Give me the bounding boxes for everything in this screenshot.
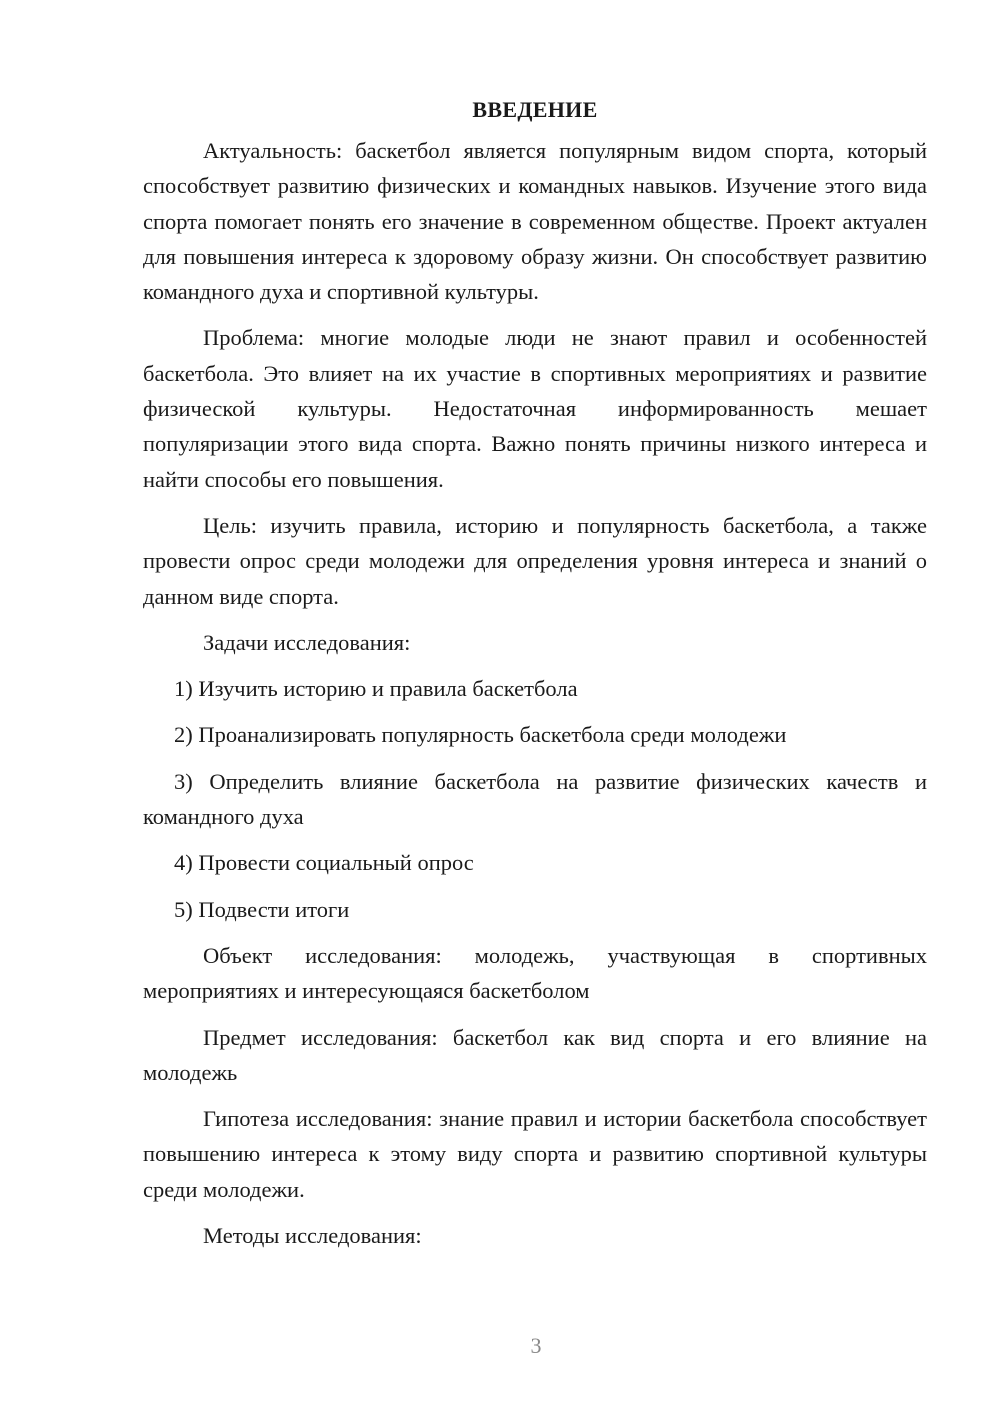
paragraph-tasks-heading: Задачи исследования: bbox=[203, 629, 411, 655]
paragraph-object: Объект исследования: молодежь, участвующая в спортивных мероприятиях и интересующаяся баскетболом bbox=[143, 942, 927, 1004]
paragraph-hypothesis: Гипотеза исследования: знание правил и истории баскетбола способствует повышению интереса к этому виду спорта и развитию спортивной культуры среди молодежи. bbox=[143, 1106, 927, 1202]
paragraph-subject: Предмет исследования: баскетбол как вид спорта и его влияние на молодежь bbox=[143, 1024, 927, 1085]
paragraph-methods: Методы исследования: bbox=[203, 1223, 422, 1249]
paragraph-relevance: Актуальность: баскетбол является популярным видом спорта, который способствует развитию физических и командных навыков. Изучение этого вида спорта помогает понять его значение в современном обществе. Проект актуален для повышения интереса к здоровому образу жизни. Он способствует развитию командного духа и спортивной культуры. bbox=[143, 138, 927, 305]
paragraph-problem: Проблема: многие молодые люди не знают правил и особенностей баскетбола. Это влияет на их участие в спортивных мероприятиях и развитие физической культуры. Недостаточная информированность мешает популяризации этого вида спорта. Важно понять причины низкого интереса и найти способы его повышения. bbox=[143, 325, 927, 492]
task-item-3: 3) Определить влияние баскетбола на развитие физических качеств и командного духа bbox=[143, 768, 927, 830]
task-item-2: 2) Проанализировать популярность баскетбола среди молодежи bbox=[174, 722, 787, 748]
page-number: 3 bbox=[530, 1333, 542, 1358]
paragraph-goal: Цель: изучить правила, историю и популярность баскетбола, а также провести опрос среди молодежи для определения уровня интереса и знаний о данном виде спорта. bbox=[143, 512, 927, 609]
section-title: ВВЕДЕНИЕ bbox=[472, 97, 598, 122]
task-item-5: 5) Подвести итоги bbox=[174, 896, 350, 922]
page-content bbox=[143, 92, 927, 1264]
task-item-1: 1) Изучить историю и правила баскетбола bbox=[174, 676, 578, 702]
task-item-4: 4) Провести социальный опрос bbox=[174, 850, 474, 876]
